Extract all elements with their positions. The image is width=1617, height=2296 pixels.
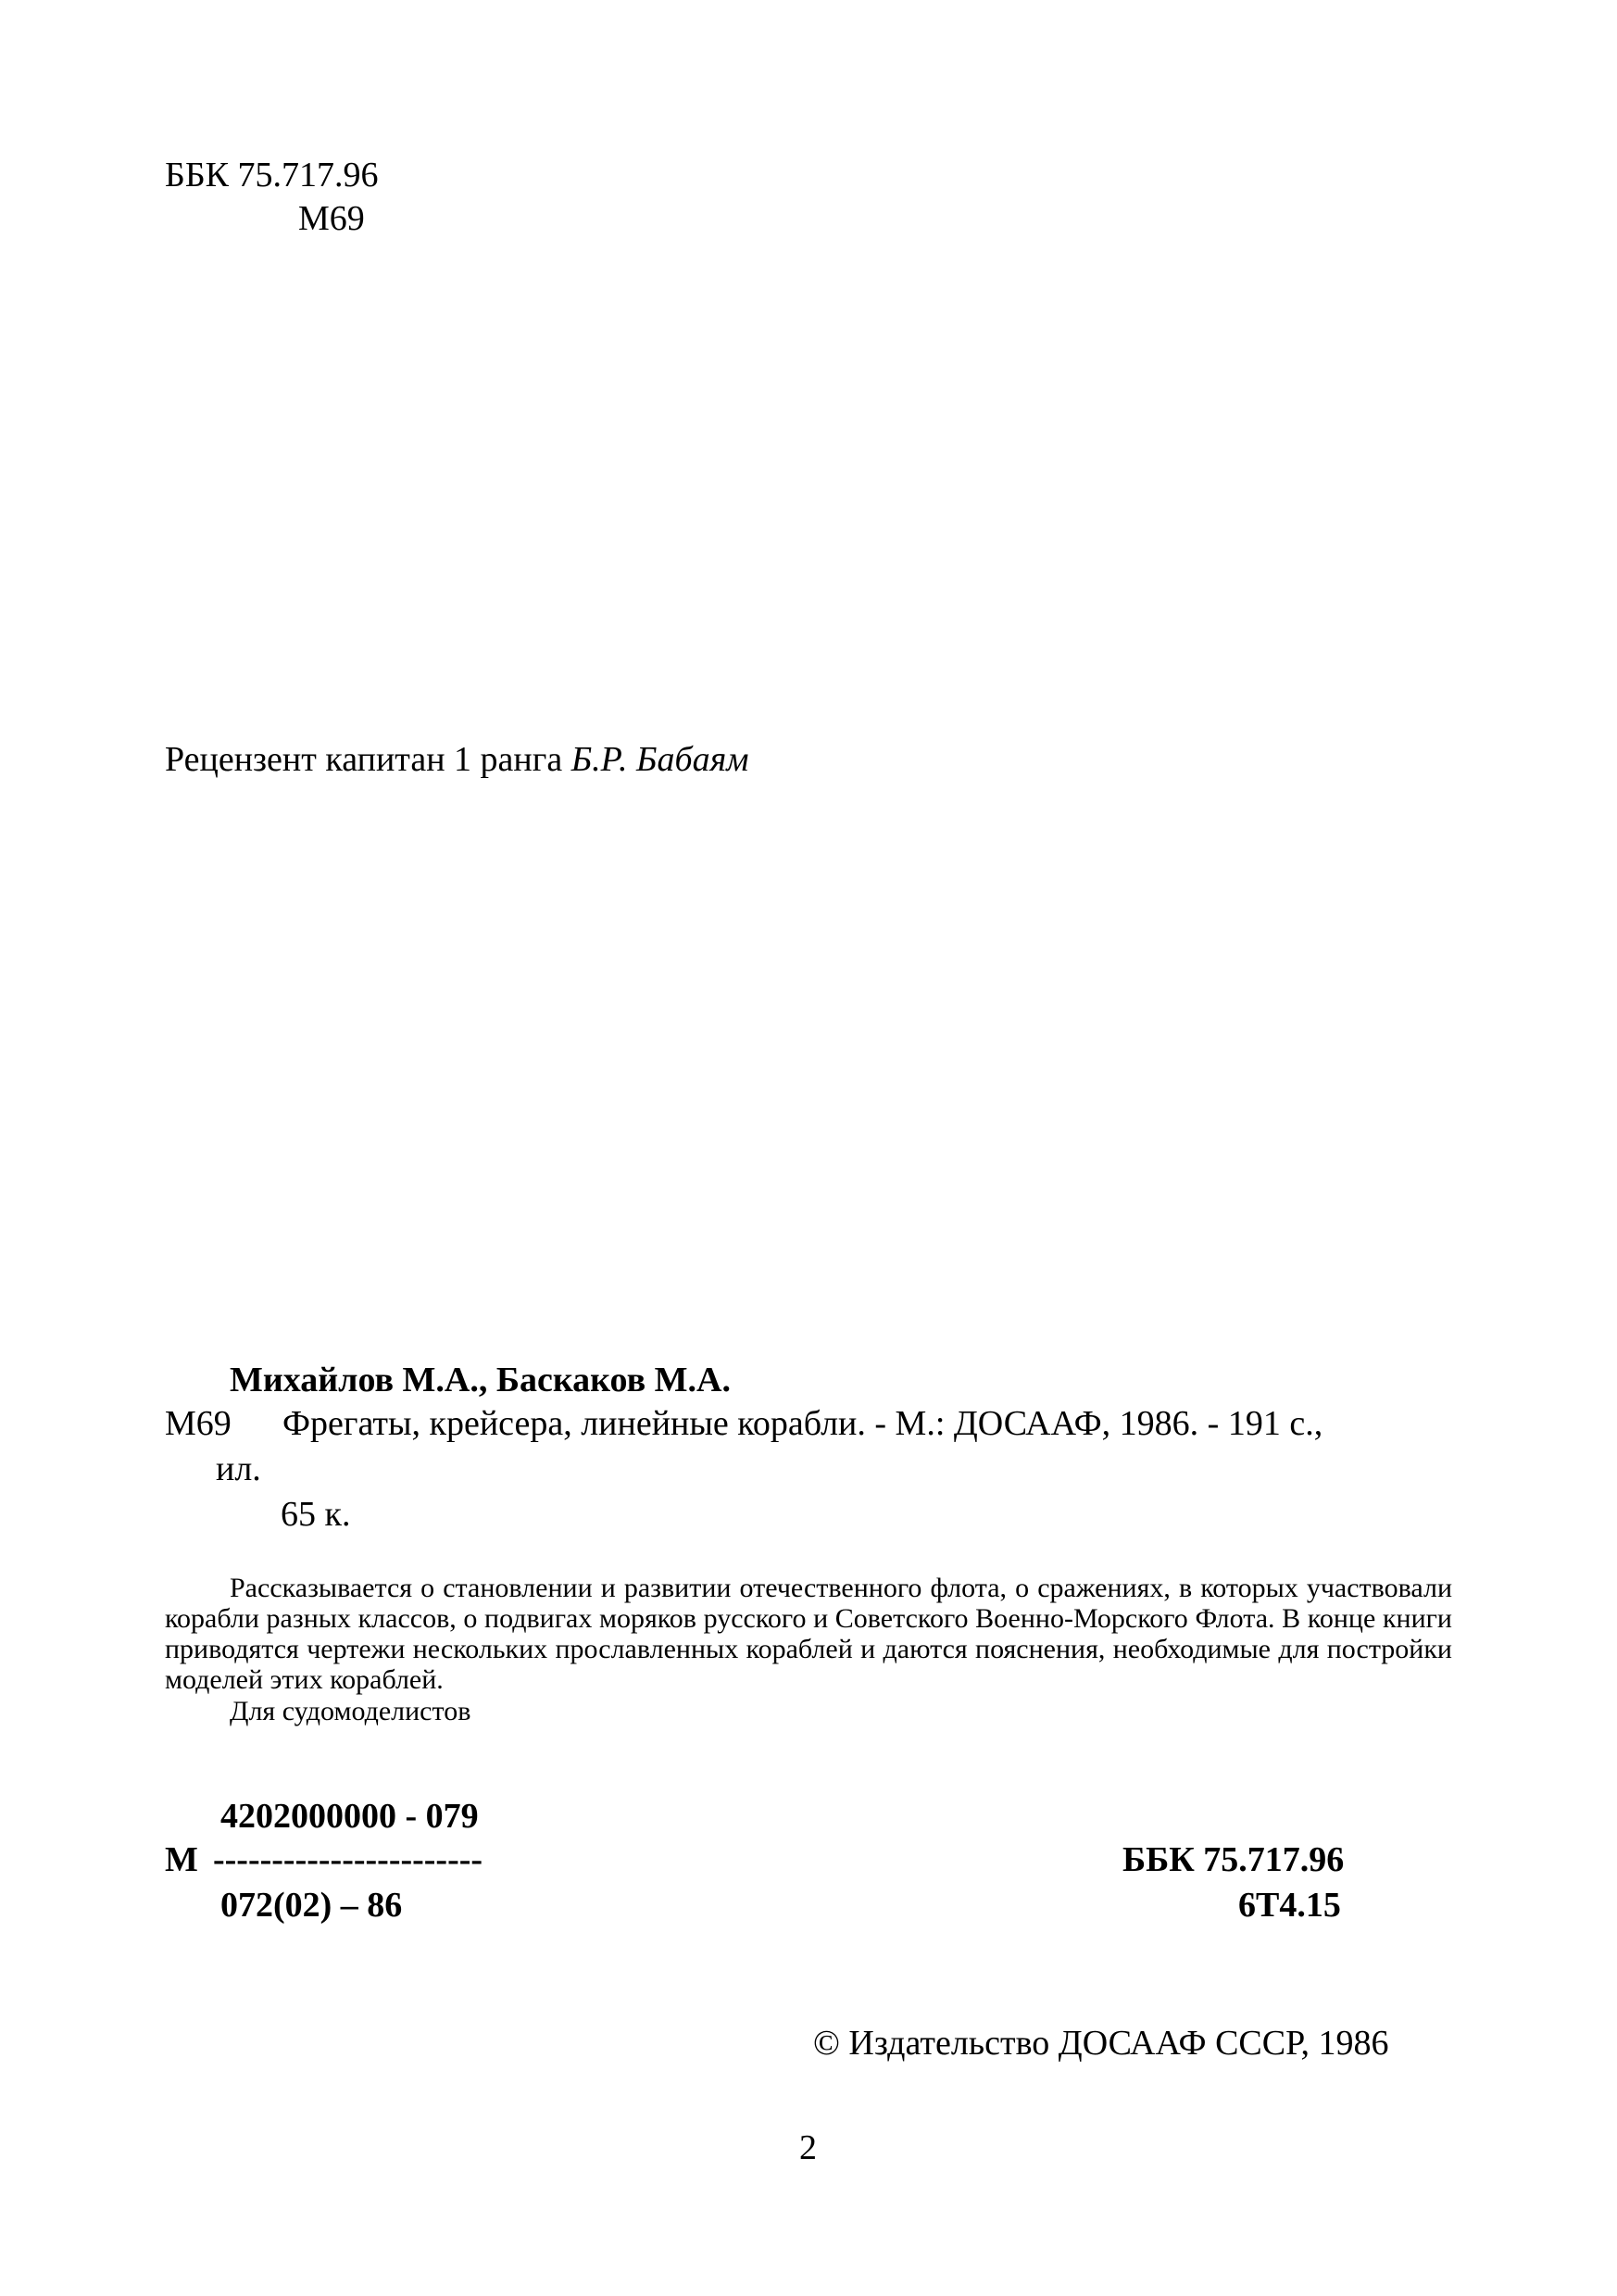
record-title: Фрегаты, крейсера, линейные корабли. - М.: ДОСААФ, 1986. - 191 с.,	[282, 1404, 1323, 1443]
annotation-text: Рассказывается о становлении и развитии отечественного флота, о сражениях, в которых участвовали корабли разных классов, о подвигах моряков русского и Советского Военно-Морского Флота. В конце книги приводятся чертежи нескольких прославленных кораблей и даются пояснения, необходимые для постройки моделей этих кораблей.	[165, 1573, 1452, 1695]
author-code: М69	[298, 199, 365, 238]
classification-bbk-code: 6Т4.15	[1238, 1886, 1341, 1925]
copyright-line: © Издательство ДОСААФ СССР, 1986	[813, 2024, 1389, 2063]
record-authors: Михайлов М.А., Баскаков М.А.	[230, 1361, 731, 1399]
classification-numerator: 4202000000 - 079	[220, 1797, 479, 1836]
record-code: М69	[165, 1404, 232, 1443]
reviewer-line	[165, 738, 748, 781]
record-price: 65 к.	[281, 1495, 351, 1534]
bbk-index: ББК 75.717.96	[165, 156, 379, 194]
classification-dashes: -----------------------	[213, 1840, 483, 1879]
classification-bbk: ББК 75.717.96	[1122, 1840, 1345, 1879]
reviewer-name: Б.Р. Бабаям	[570, 740, 749, 779]
classification-letter: М	[165, 1840, 198, 1879]
reviewer-prefix: Рецензент капитан 1 ранга	[165, 740, 563, 779]
page-number: 2	[799, 2128, 817, 2167]
annotation-audience: Для судомоделистов	[230, 1696, 471, 1726]
record-illustrations: ил.	[216, 1449, 261, 1488]
classification-denominator: 072(02) – 86	[220, 1886, 403, 1925]
